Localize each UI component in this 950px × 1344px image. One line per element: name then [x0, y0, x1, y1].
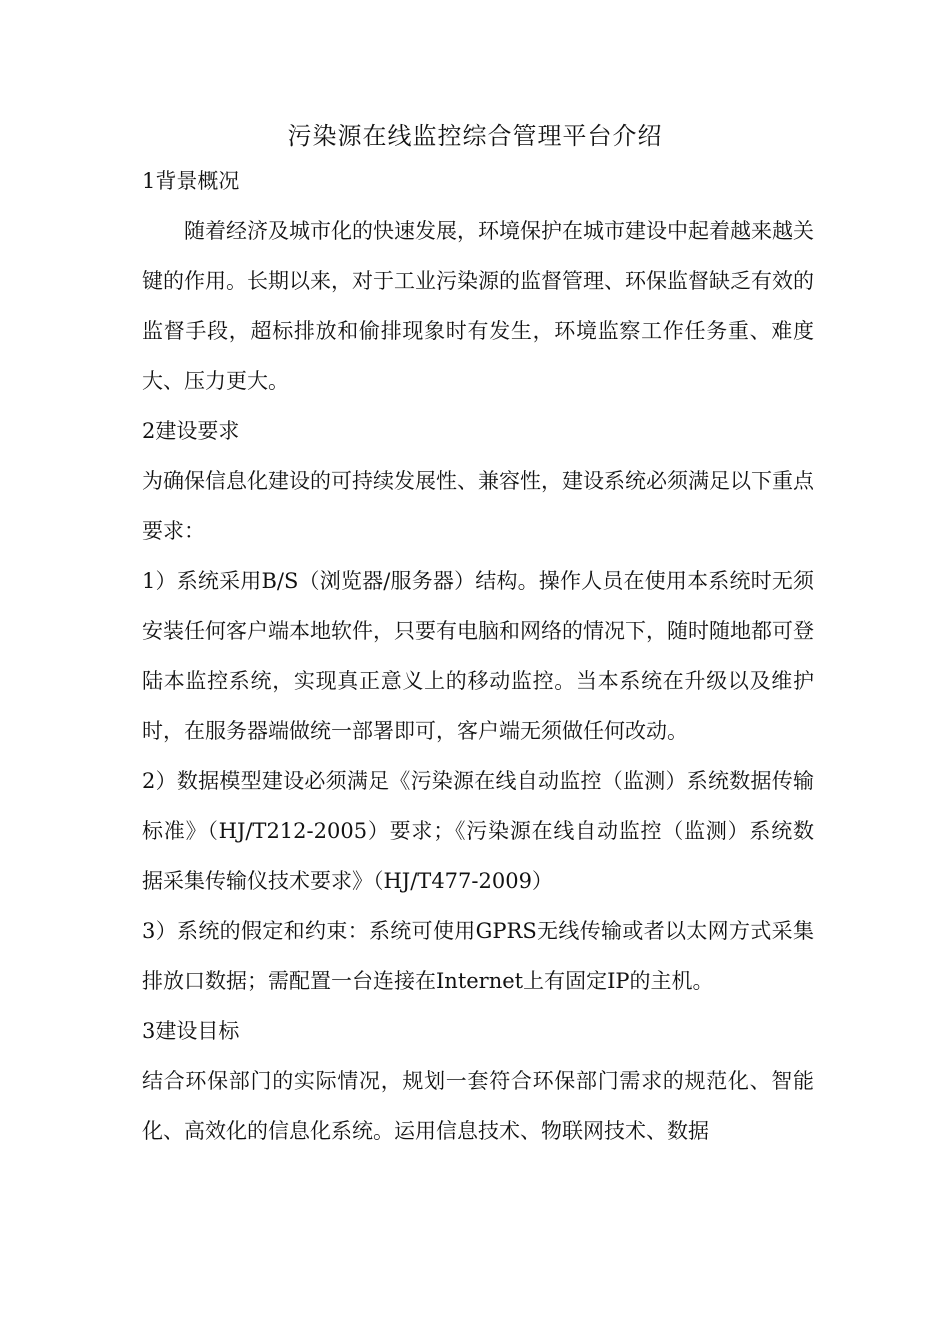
paragraph-goals: 结合环保部门的实际情况，规划一套符合环保部门需求的规范化、智能化、高效化的信息化系统。运用信息技术、物联网技术、数据 [142, 1069, 814, 1143]
document-body [142, 156, 814, 1156]
document-title: 污染源在线监控综合管理平台介绍 [287, 122, 663, 150]
section-heading-requirements: 2建设要求 [142, 419, 240, 443]
paragraph-background: 随着经济及城市化的快速发展，环境保护在城市建设中起着越来越关键的作用。长期以来，对于工业污染源的监督管理、环保监督缺乏有效的监督手段，超标排放和偷排现象时有发生，环境监察工作任务重、难度大、压力更大。 [142, 219, 814, 393]
section-heading-goals: 3建设目标 [142, 1019, 240, 1043]
section-heading-background: 1背景概况 [142, 169, 240, 193]
paragraph-requirements-intro: 为确保信息化建设的可持续发展性、兼容性，建设系统必须满足以下重点要求： [142, 469, 814, 543]
paragraph-requirement-2: 2）数据模型建设必须满足《污染源在线自动监控（监测）系统数据传输标准》（HJ/T212-2005）要求；《污染源在线自动监控（监测）系统数据采集传输仪技术要求》（HJ/T477-2009） [142, 769, 814, 893]
paragraph-requirement-3: 3）系统的假定和约束：系统可使用GPRS无线传输或者以太网方式采集排放口数据；需配置一台连接在Internet上有固定IP的主机。 [142, 919, 814, 993]
paragraph-requirement-1: 1）系统采用B/S（浏览器/服务器）结构。操作人员在使用本系统时无须安装任何客户端本地软件，只要有电脑和网络的情况下，随时随地都可登陆本监控系统，实现真正意义上的移动监控。当本系统在升级以及维护时，在服务器端做统一部署即可，客户端无须做任何改动。 [142, 569, 814, 743]
